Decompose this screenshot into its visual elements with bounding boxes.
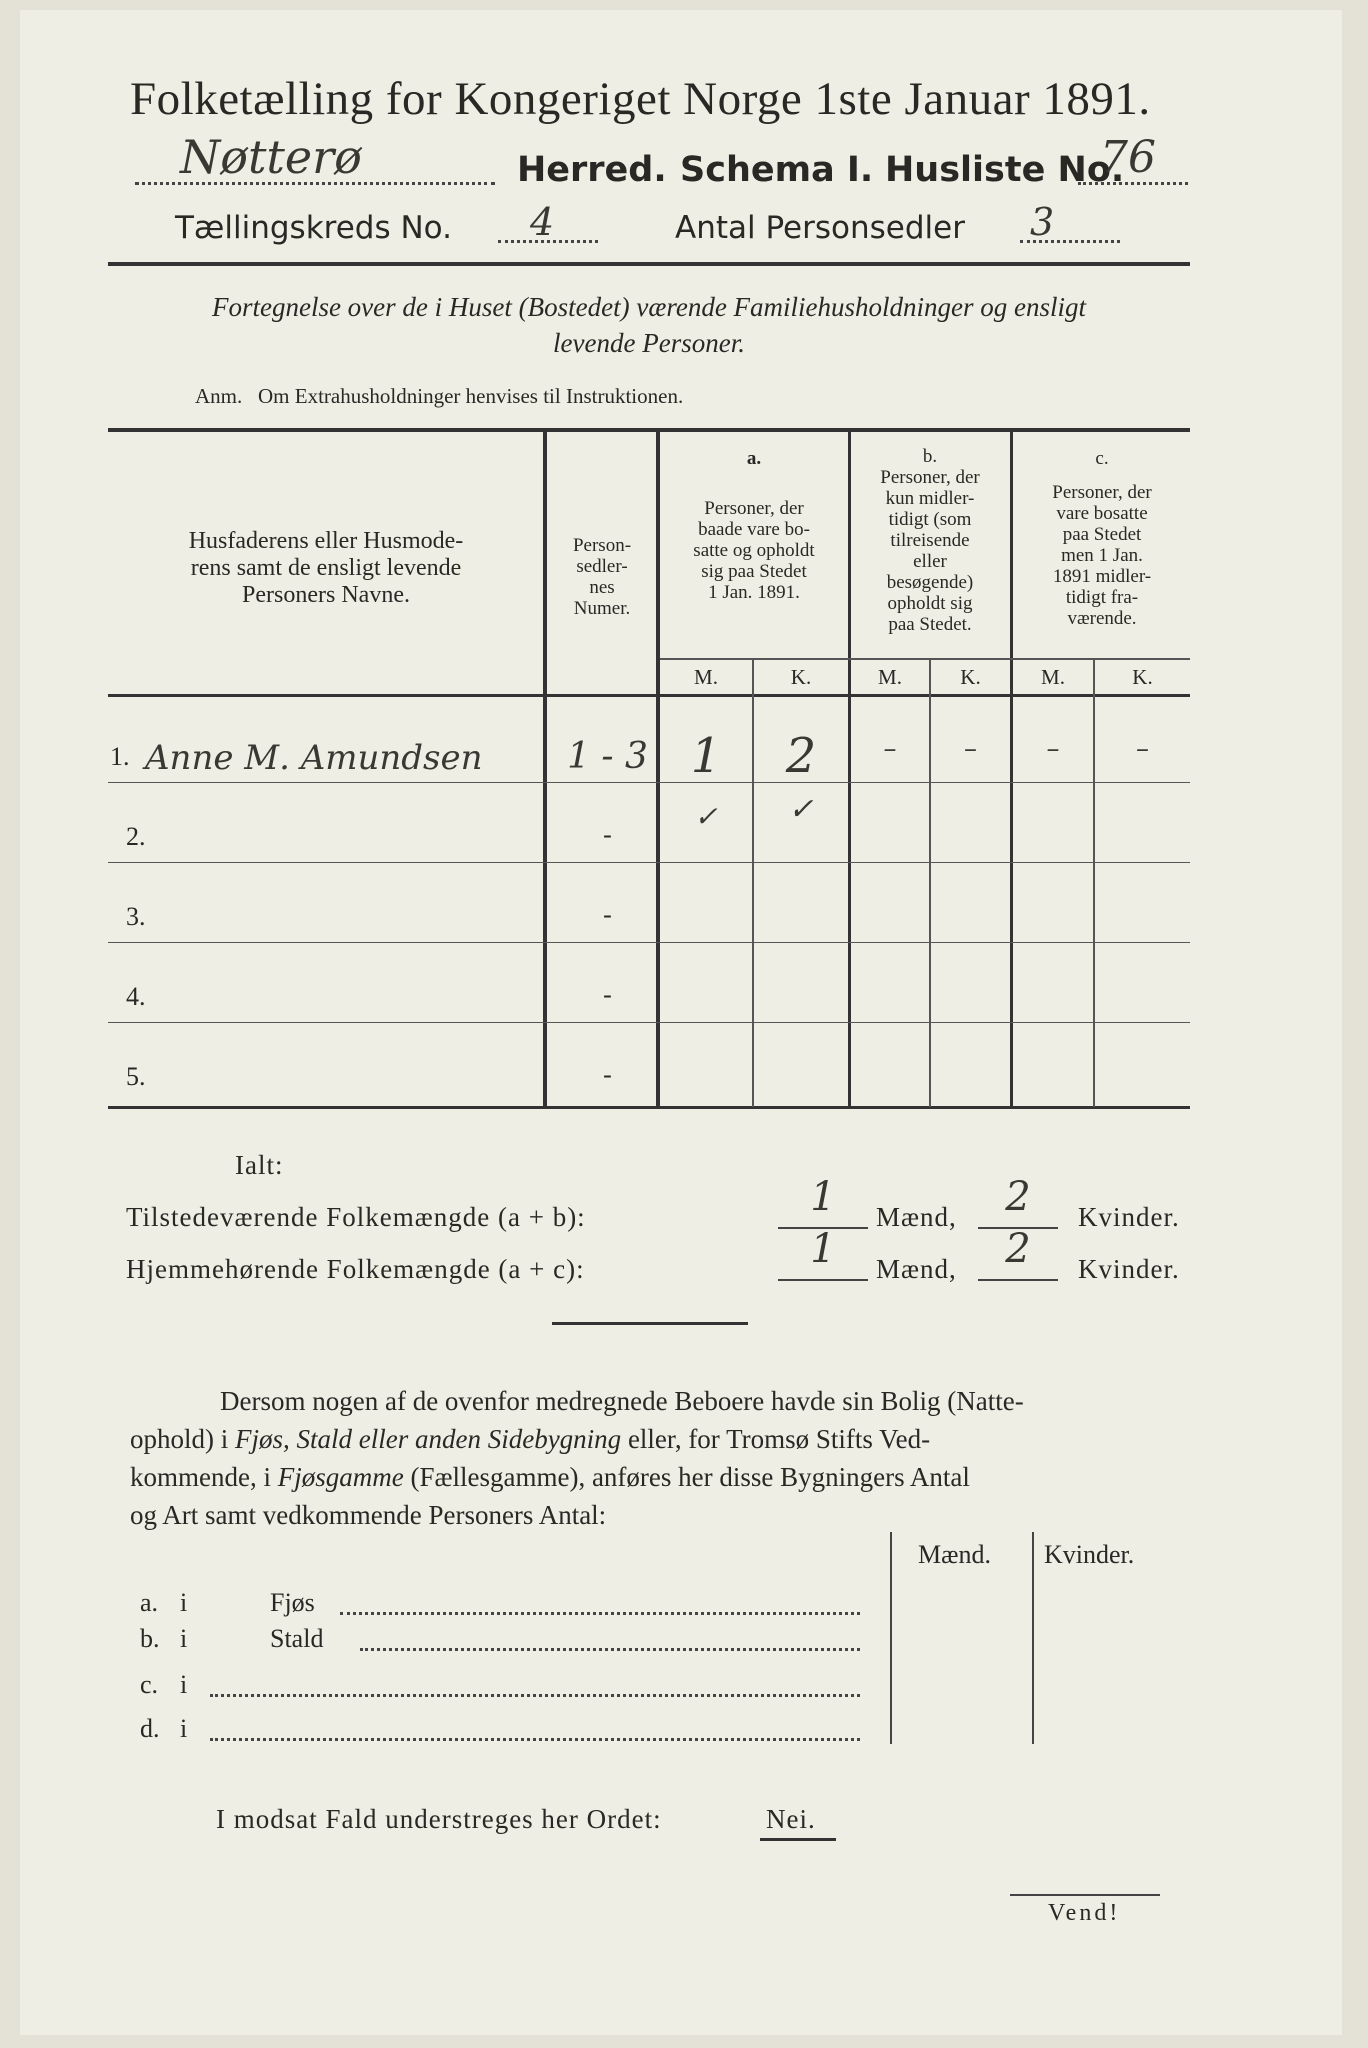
buildings-vline-1 [890, 1532, 892, 1744]
row-2-a-m-check: ✓ [694, 800, 718, 833]
col-header-c: Personer, der vare bosatte paa Stedet men 1 Jan. 1891 midler- tidigt fra- værende. [1052, 482, 1152, 629]
herred-value: Nøtterø [180, 130, 362, 184]
section-divider [552, 1322, 748, 1325]
hjemme-k-value: 2 [1005, 1226, 1031, 1272]
c-k-label: K. [1132, 665, 1153, 689]
row-1-name: Anne M. Amundsen [145, 738, 483, 778]
outbuilding-paragraph: Dersom nogen af de ovenfor medregnede Beboere havde sin Bolig (Natte- ophold) i Fjøs, Stald eller anden Sidebygning eller, for Tromsø Stifts Ved- kommende, i Fjøsgamme (Fællesgamme), anføres her disse Bygningers Antal og Art samt vedkommende Personers Antal: [130, 1386, 1024, 1530]
row-4-number: 4. [126, 982, 146, 1011]
col-header-a: Personer, der baade vare bo- satte og opholdt sig paa Stedet 1 Jan. 1891. [693, 498, 815, 603]
buildings-vline-2 [1032, 1532, 1034, 1744]
vline-name [543, 430, 547, 1107]
row-1-c-k: – [1136, 734, 1149, 764]
buildings-maend-header: Mænd. [918, 1540, 991, 1569]
row-1-a-k: 2 [785, 728, 817, 784]
row-5-number: 5. [126, 1062, 146, 1091]
row-1-b-k: – [964, 734, 977, 764]
building-item-stald: b. i Stald [140, 1624, 880, 1660]
b-m-label: M. [878, 665, 902, 689]
col-header-c-letter: c. [1095, 448, 1109, 469]
form-title: Folketælling for Kongeriget Norge 1ste Januar 1891. [130, 73, 1151, 125]
nei-underline [760, 1838, 836, 1841]
building-item-fjos: a. i Fjøs [140, 1588, 880, 1624]
row-line-4 [108, 1022, 1190, 1023]
vline-b [1010, 430, 1013, 1107]
tilstede-kvinder: Kvinder. [1078, 1202, 1180, 1232]
hjemme-k-line [978, 1279, 1058, 1281]
b-k-label: K. [960, 665, 981, 689]
intro-line-1: Fortegnelse over de i Huset (Bostedet) værende Familiehusholdninger og ensligt [211, 292, 1087, 322]
mk-header-rule [660, 658, 1190, 660]
vline-b-mk [929, 660, 931, 1107]
tilstede-m-value: 1 [810, 1174, 836, 1220]
row-1-number: 1. [110, 742, 130, 771]
schema-label: Schema I. [680, 150, 874, 190]
row-3-number: 3. [126, 902, 146, 931]
herred-label: Herred. [517, 150, 667, 190]
col-header-num: Person- sedler- nes Numer. [572, 535, 632, 619]
col-header-name: Husfaderens eller Husmode- rens samt de ensligt levende Personers Navne. [188, 528, 464, 608]
row-2-personseddel: - [603, 820, 612, 849]
row-2-a-k-check: ✓ [788, 792, 814, 827]
row-1-a-m: 1 [690, 728, 722, 784]
modsat-text: I modsat Fald understreges her Ordet: [216, 1804, 662, 1834]
kreds-label: Tællingskreds No. [175, 210, 452, 246]
row-5-personseddel: - [603, 1060, 612, 1089]
nei-word: Nei. [766, 1804, 816, 1834]
c-m-label: M. [1041, 665, 1065, 689]
col-header-b: Personer, der kun midler- tidigt (som tilreisende eller besøgende) opholdt sig paa Stedet. [880, 467, 980, 635]
row-2-number: 2. [126, 822, 146, 851]
row-line-1 [108, 782, 1190, 783]
husliste-value: 76 [1100, 132, 1156, 183]
antal-value: 3 [1030, 200, 1055, 244]
col-header-a-letter: a. [746, 448, 762, 469]
table-bottom-rule [108, 1106, 1190, 1109]
row-line-3 [108, 942, 1190, 943]
row-3-personseddel: - [603, 900, 612, 929]
table-top-rule [108, 428, 1190, 432]
a-k-label: K. [790, 665, 812, 689]
vend-label: Vend! [1048, 1900, 1121, 1926]
vline-a [848, 430, 851, 1107]
anm-note: Anm. Om Extrahusholdninger henvises til Instruktionen. [195, 384, 684, 408]
ialt-label: Ialt: [235, 1150, 284, 1180]
header-rule [108, 262, 1190, 266]
antal-label: Antal Personsedler [675, 210, 965, 246]
a-m-label: M. [694, 665, 718, 689]
table-header-rule [108, 694, 1190, 697]
hjemme-kvinder: Kvinder. [1078, 1254, 1180, 1284]
hjemme-label: Hjemmehørende Folkemængde (a + c): [126, 1254, 585, 1284]
row-1-b-m: – [883, 734, 897, 764]
intro-line-2: levende Personer. [553, 328, 745, 358]
buildings-kvinder-header: Kvinder. [1044, 1540, 1135, 1569]
hjemme-m-line [778, 1279, 868, 1281]
vline-c-mk [1093, 660, 1095, 1107]
hjemme-maend: Mænd, [876, 1254, 957, 1284]
row-line-2 [108, 862, 1190, 863]
vend-rule [1010, 1894, 1160, 1896]
tilstede-maend: Mænd, [876, 1202, 957, 1232]
hjemme-m-value: 1 [810, 1226, 836, 1272]
building-item-c: c. i [140, 1670, 880, 1706]
husliste-label: Husliste No. [885, 150, 1125, 190]
census-form-page [20, 10, 1342, 2035]
row-4-personseddel: - [603, 980, 612, 1009]
tilstede-label: Tilstedeværende Folkemængde (a + b): [126, 1202, 586, 1232]
building-item-d: d. i [140, 1714, 880, 1750]
row-1-c-m: – [1046, 734, 1060, 764]
tilstede-k-value: 2 [1005, 1174, 1031, 1220]
kreds-value: 4 [530, 200, 555, 244]
col-header-b-letter: b. [922, 446, 938, 467]
row-1-personseddel: 1 - 3 [567, 736, 648, 777]
